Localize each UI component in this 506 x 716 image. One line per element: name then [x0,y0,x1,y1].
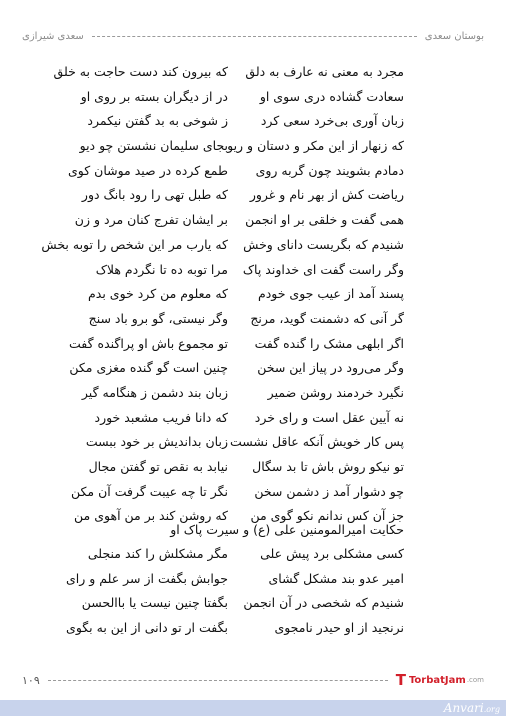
verse-first-hemistich: کسی مشکلی برد پیش علی [260,546,404,561]
verse-first-hemistich: شنیدم که بگریست دانای وخش [243,236,404,252]
verse-second-hemistich: که طبل تهی را رود بانگ دور [81,187,228,203]
verse-list [0,60,506,529]
verse-first-hemistich: نگیرد خردمند روشن ضمیر [267,384,404,400]
verse-first-hemistich: پس کار خویش آنکه عاقل نشست [230,434,404,450]
verse-row [0,307,506,332]
verse-second-hemistich: مرا توبه ده تا نگردم هلاک [95,261,228,277]
story-title: حکایت امیرالمومنین علی (ع) و سیرت پاک او [170,522,404,537]
verse-first-hemistich: وگر می‌رود در پیاز این سخن [257,360,404,376]
verse-row [0,159,506,184]
verse-second-hemistich: مگر مشکلش را کند منجلی [87,546,228,561]
verse-second-hemistich: که معلوم من کرد خوی بدم [88,286,228,302]
verse-second-hemistich: که روشن کند بر من آهوی من [74,508,228,524]
torbatjam-logo[interactable] [396,671,484,689]
logo-tld: .com [466,676,484,684]
torbatjam-logo-icon: T [395,671,406,689]
verse-row [0,60,506,85]
header-dashed-rule [92,36,417,37]
verse-first-hemistich: پسند آمد از عیب جوی خودم [257,286,404,302]
watermark-suffix: .org [483,705,500,714]
verse-row [0,109,506,134]
verse-row [0,233,506,258]
verse-row [0,455,506,480]
verse-first-hemistich: مجرد به معنی نه عارف به دلق [245,64,404,79]
watermark-main: Anvari [443,701,484,715]
verse-row [0,591,506,616]
verse-first-hemistich: اگر ابلهی مشک را گنده گفت [254,335,404,351]
verse-second-hemistich: جوابش بگفت از سر علم و رای [65,570,228,586]
author-name: سعدی شیرازی [22,30,84,42]
book-title: بوستان سعدی [424,30,484,42]
verse-first-hemistich: شنیدم که شخصی در آن انجمن [243,595,404,611]
verse-second-hemistich: طمع کرده در صید موشان کوی [67,162,228,178]
page-footer [22,671,484,689]
verse-second-hemistich: چنین است گو گنده مغزی مکن [69,360,228,376]
verse-row [0,430,506,455]
verse-first-hemistich: تو نیکو روش باش تا بد سگال [252,459,404,474]
verse-second-hemistich: که بیرون کند دست حاجت به خلق [53,64,228,79]
verse-row [0,258,506,283]
verse-first-hemistich: جز آن کس ندانم نکو گوی من [250,508,404,524]
verse-row [0,406,506,431]
verse-row [0,567,506,592]
verse-second-hemistich: تو مجموع باش او پراگنده گفت [69,335,228,351]
verse-second-hemistich: زبان بند دشمن ز هنگامه گیر [81,384,228,400]
verse-second-hemistich: که یارب مر این شخص را توبه بخش [41,236,228,252]
verse-first-hemistich: همی گفت و خلقی بر او انجمن [245,212,404,228]
verse-first-hemistich: ریاضت کش از بهر نام و غرور [249,187,404,203]
verse-first-hemistich: نه آیین عقل است و رای خرد [254,409,404,425]
verse-row [0,85,506,110]
verse-row [0,134,506,159]
footer-dashed-rule [48,680,388,681]
verse-row [0,332,506,357]
verse-row [0,542,506,567]
verse-first-hemistich: دمادم بشویند چون گربه روی [255,162,404,178]
verse-first-hemistich: سعادت گشاده دری سوی او [259,88,404,104]
logo-name: TorbatJam [408,674,466,686]
verse-second-hemistich: وگر نیستی، گو برو باد سنج [88,310,228,326]
verse-first-hemistich: نرنجید از او حیدر نامجوی [274,620,404,636]
verse-second-hemistich: که دانا فریب مشعبد خورد [94,409,228,425]
verse-second-hemistich: در از دیگران بسته بر روی او [80,88,228,104]
verse-row [0,381,506,406]
verse-second-hemistich: بگفتا چنین نیست یا باالحسن [81,595,228,611]
verse-row [0,183,506,208]
verse-first-hemistich: چو دشوار آمد ز دشمن سخن [254,483,404,499]
page-header [22,27,484,45]
verse-first-hemistich: زبان آوری بی‌خرد سعی کرد [260,113,404,129]
page-number: ۱۰۹ [22,673,40,687]
watermark-bar [0,700,506,716]
verse-first-hemistich: گر آنی که دشمنت گوید، مرنج [250,310,404,326]
verse-row [0,356,506,381]
verse-second-hemistich: نیابد به نقص تو گفتن مجال [88,459,228,474]
anvari-watermark [444,701,500,715]
verse-second-hemistich: ز شوخی به بد گفتن نیکمرد [87,113,228,129]
verse-first-hemistich: امیر عدو بند مشکل گشای [268,570,404,586]
verse-row [0,480,506,505]
verse-row [0,616,506,641]
verse-first-hemistich: وگر راست گفت ای خداوند پاک [242,261,404,277]
story-section [0,518,506,641]
verse-second-hemistich: بگفت ار تو دانی از این به بگوی [66,620,228,636]
verse-second-hemistich: زبان بداندیش بر خود ببست [85,434,228,450]
verse-second-hemistich: بر ایشان تفرج کنان مرد و زن [74,212,228,228]
verse-row [0,208,506,233]
verse-row [0,282,506,307]
verse-second-hemistich: بجای سلیمان نشستن چو دیو [79,138,228,154]
verse-second-hemistich: نگر تا چه عیبت گرفت آن مکن [71,483,228,499]
verse-first-hemistich: که زنهار از این مکر و دستان و ریو [227,138,404,154]
story-heading [0,518,506,542]
